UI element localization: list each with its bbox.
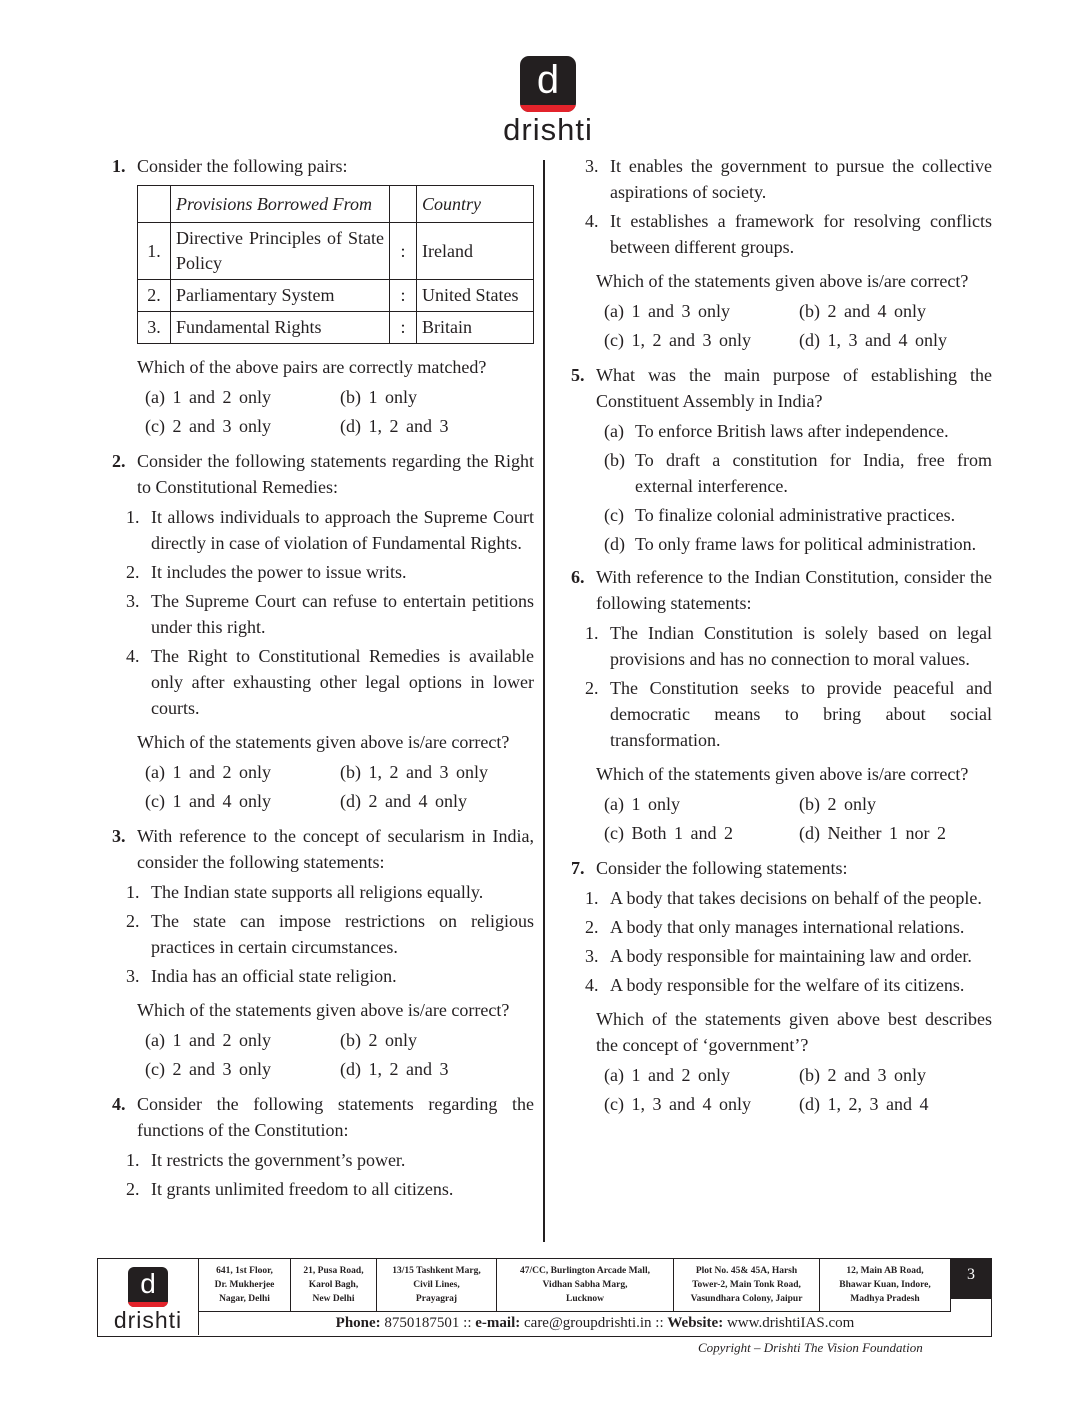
statement: 4. The Right to Constitutional Remedies is available only after exhausting other legal options in lower courts. — [126, 646, 534, 718]
question-6 — [571, 564, 992, 616]
option-c[interactable]: (c) 1, 2 and 3 only — [604, 330, 751, 350]
table-row: 3. Fundamental Rights : Britain — [138, 312, 534, 344]
column-header-country: Country — [417, 186, 534, 223]
question-prompt: Which of the statements given above is/are correct? — [137, 732, 510, 752]
address-jaipur: Plot No. 45& 45A, Harsh Tower-2, Main Tonk Road, Vasundhara Colony, Jaipur — [674, 1259, 820, 1311]
header-logo — [500, 56, 596, 146]
option-d[interactable]: (d) Neither 1 nor 2 — [799, 823, 946, 843]
address-delhi-mukherjee-nagar: 641, 1st Floor, Dr. Mukherjee Nagar, Delhi — [199, 1259, 291, 1311]
website-link[interactable]: www.drishtiIAS.com — [726, 1315, 855, 1331]
option-c[interactable]: (c) 1 and 4 only — [145, 791, 271, 811]
question-prompt: Which of the above pairs are correctly matched? — [137, 357, 487, 377]
page-footer — [97, 1258, 992, 1337]
option-d[interactable]: (d) 1, 2, 3 and 4 — [799, 1094, 929, 1114]
statement: 3. A body responsible for maintaining law and order. — [585, 946, 972, 966]
question-prompt: Which of the statements given above is/are correct? — [596, 271, 969, 291]
statement: 1. A body that takes decisions on behalf of the people. — [585, 888, 982, 908]
statement: 1. It restricts the government’s power. — [126, 1150, 406, 1170]
question-5 — [571, 362, 992, 414]
options-grid — [571, 297, 992, 355]
question-text: With reference to the Indian Constitution, consider the following statements: — [596, 567, 992, 613]
drishti-logo-icon: d — [128, 1267, 168, 1307]
statement: 2. The state can impose restrictions on religious practices in certain circumstances. — [126, 911, 534, 957]
statement: 2. It grants unlimited freedom to all citizens. — [126, 1179, 454, 1199]
right-column — [571, 153, 992, 1126]
question-number: 7. — [571, 858, 585, 878]
logo-wordmark: drishti — [503, 112, 593, 147]
column-divider — [543, 160, 545, 1242]
question-text: Consider the following statements regarding the functions of the Constitution: — [137, 1094, 534, 1140]
option-d[interactable]: (d) 1, 2 and 3 — [340, 416, 449, 436]
options-grid — [571, 1061, 992, 1119]
question-text: Consider the following statements regarding the Right to Constitutional Remedies: — [137, 451, 534, 497]
pairs-table — [137, 185, 534, 344]
option-b[interactable]: (b) 2 and 3 only — [799, 1065, 926, 1085]
statement: 1. The Indian state supports all religions equally. — [126, 882, 484, 902]
table-header-row — [138, 186, 534, 223]
option-a[interactable]: (a) 1 and 2 only — [145, 762, 271, 782]
question-text: With reference to the concept of secularism in India, consider the following statements: — [137, 826, 534, 872]
left-column — [112, 153, 534, 1205]
statement: 2. A body that only manages international relations. — [585, 917, 965, 937]
options-grid — [112, 1026, 534, 1084]
statement: 1. The Indian Constitution is solely based on legal provisions and has no connection to moral values. — [585, 623, 992, 669]
option-d[interactable]: (d) 1, 3 and 4 only — [799, 330, 947, 350]
option-c[interactable]: (c) 2 and 3 only — [145, 416, 271, 436]
email-link[interactable]: care@groupdrishti.in — [524, 1315, 652, 1331]
option-b[interactable]: (b) To draft a constitution for India, free from external interference. — [604, 450, 992, 496]
phone-number[interactable]: 8750187501 — [384, 1315, 460, 1331]
statement: 3. It enables the government to pursue the collective aspirations of society. — [585, 156, 992, 202]
table-row: 1. Directive Principles of State Policy : Ireland — [138, 223, 534, 280]
statement: 2. It includes the power to issue writs. — [126, 562, 407, 582]
drishti-logo-icon — [520, 56, 576, 112]
option-b[interactable]: (b) 1 only — [340, 387, 417, 407]
address-karol-bagh: 21, Pusa Road, Karol Bagh, New Delhi — [291, 1259, 377, 1311]
question-4 — [112, 1091, 534, 1143]
question-number: 6. — [571, 567, 585, 587]
option-a[interactable]: (a) 1 and 2 only — [145, 1030, 271, 1050]
address-prayagraj: 13/15 Tashkent Marg, Civil Lines, Prayagraj — [377, 1259, 497, 1311]
address-row — [199, 1259, 951, 1312]
question-7 — [571, 855, 992, 881]
question-text: Consider the following statements: — [596, 858, 848, 878]
option-c[interactable]: (c) 1, 3 and 4 only — [604, 1094, 751, 1114]
statement: 3. India has an official state religion. — [126, 966, 397, 986]
question-number: 1. — [112, 156, 126, 176]
option-b[interactable]: (b) 2 only — [340, 1030, 417, 1050]
question-number: 3. — [112, 826, 126, 846]
statement: 3. The Supreme Court can refuse to entertain petitions under this right. — [126, 591, 534, 637]
option-a[interactable]: (a) 1 and 2 only — [604, 1065, 730, 1085]
address-lucknow: 47/CC, Burlington Arcade Mall, Vidhan Sabha Marg, Lucknow — [497, 1259, 674, 1311]
statement: 4. A body responsible for the welfare of its citizens. — [585, 975, 965, 995]
logo-wordmark: drishti — [113, 1307, 183, 1333]
option-a[interactable]: (a) 1 and 3 only — [604, 301, 730, 321]
option-c[interactable]: (c) 2 and 3 only — [145, 1059, 271, 1079]
option-b[interactable]: (b) 2 only — [799, 794, 876, 814]
logo-letter: d — [536, 58, 560, 102]
question-number: 2. — [112, 451, 126, 471]
question-number: 4. — [112, 1094, 126, 1114]
copyright-text: Copyright – Drishti The Vision Foundation — [698, 1340, 923, 1355]
option-a[interactable]: (a) To enforce British laws after independence. — [604, 421, 949, 441]
options-grid — [112, 383, 534, 441]
question-1 — [112, 153, 534, 179]
option-a[interactable]: (a) 1 and 2 only — [145, 387, 271, 407]
options-grid — [112, 758, 534, 816]
question-text: Consider the following pairs: — [137, 156, 348, 176]
options-grid — [571, 790, 992, 848]
table-row: 2. Parliamentary System : United States — [138, 280, 534, 312]
question-prompt: Which of the statements given above is/are correct? — [137, 1000, 510, 1020]
statement: 4. It establishes a framework for resolving conflicts between different groups. — [585, 211, 992, 257]
contact-line: Phone: 8750187501 :: e-mail: care@groupdrishti.in :: Website: www.drishtiIAS.com — [335, 1315, 855, 1331]
address-indore: 12, Main AB Road, Bhawar Kuan, Indore, Madhya Pradesh — [820, 1259, 951, 1311]
question-prompt: Which of the statements given above is/are correct? — [596, 764, 969, 784]
option-c[interactable]: (c) To finalize colonial administrative practices. — [604, 505, 956, 525]
option-c[interactable]: (c) Both 1 and 2 — [604, 823, 733, 843]
option-d[interactable]: (d) 1, 2 and 3 — [340, 1059, 449, 1079]
option-b[interactable]: (b) 2 and 4 only — [799, 301, 926, 321]
question-text: What was the main purpose of establishing the Constituent Assembly in India? — [596, 365, 992, 411]
option-d[interactable]: (d) To only frame laws for political administration. — [604, 534, 977, 554]
option-d[interactable]: (d) 2 and 4 only — [340, 791, 467, 811]
question-number: 5. — [571, 365, 585, 385]
statement: 2. The Constitution seeks to provide peaceful and democratic means to bring about social transformation. — [585, 678, 992, 750]
question-2 — [112, 448, 534, 500]
option-b[interactable]: (b) 1, 2 and 3 only — [340, 762, 488, 782]
column-header-provisions: Provisions Borrowed From — [171, 186, 390, 223]
statement: 1. It allows individuals to approach the Supreme Court directly in case of violation of Fundamental Rights. — [126, 507, 534, 553]
question-prompt: Which of the statements given above best describes the concept of ‘government’? — [596, 1009, 992, 1055]
page-number: 3 — [951, 1259, 991, 1299]
question-3 — [112, 823, 534, 875]
option-a[interactable]: (a) 1 only — [604, 794, 680, 814]
footer-logo — [98, 1259, 199, 1335]
